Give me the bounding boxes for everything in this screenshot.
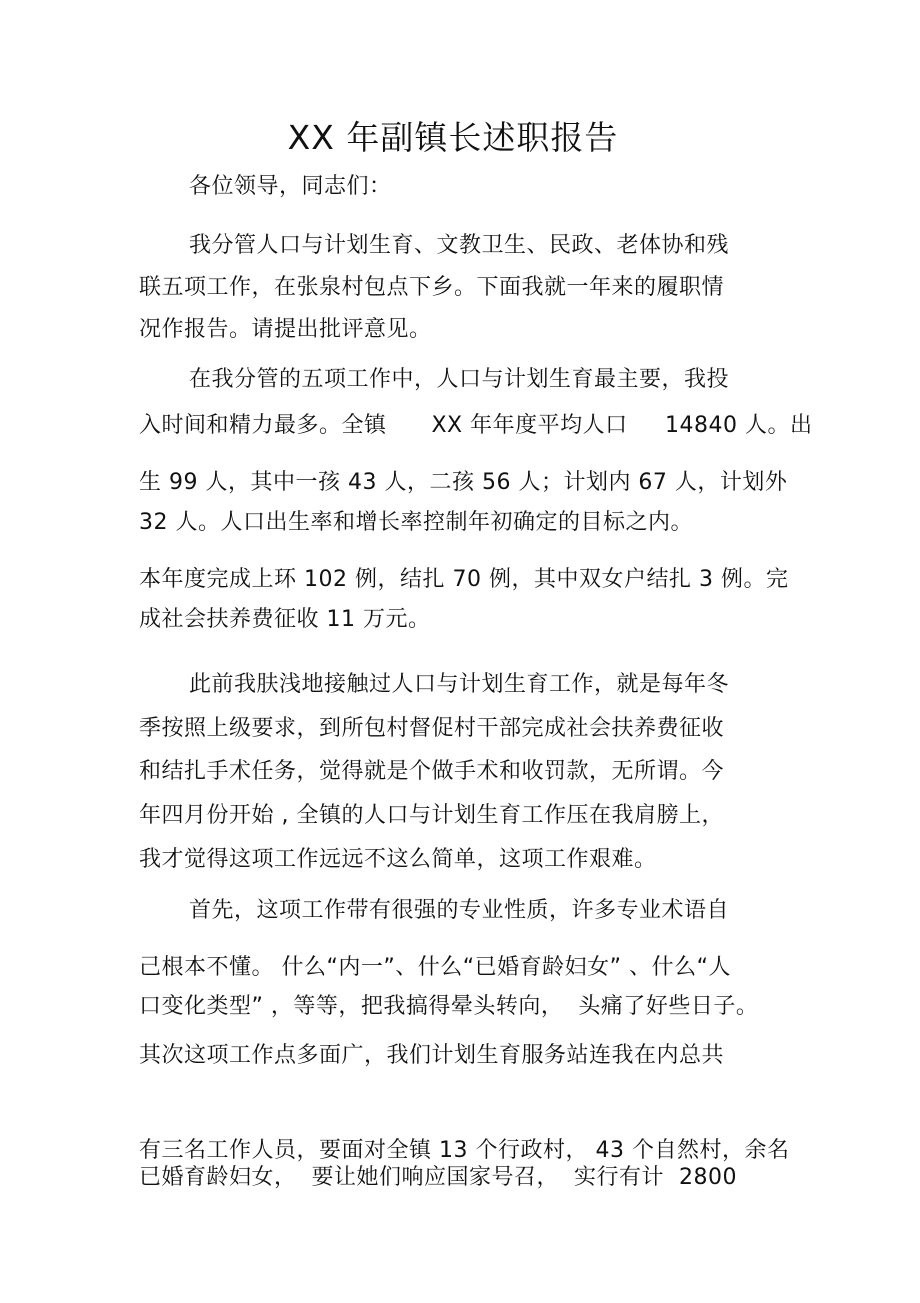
- paragraph-line: 生 99 人，其中一孩 43 人，二孩 56 人；计划内 67 人，计划外: [139, 470, 788, 495]
- document-title: XX 年副镇长述职报告: [287, 118, 619, 157]
- paragraph-line: 季按照上级要求，到所包村督促村干部完成社会扶养费征收: [139, 716, 725, 741]
- paragraph-line: 年四月份开始 , 全镇的人口与计划生育工作压在我肩膀上，: [139, 803, 724, 828]
- paragraph-line: 联五项工作，在张泉村包点下乡。下面我就一年来的履职情: [139, 275, 725, 300]
- paragraph-line: 有三名工作人员，要面对全镇 13 个行政村， 43 个自然村，余名: [139, 1138, 790, 1163]
- paragraph-line: 入时间和精力最多。全镇 XX 年年度平均人口 14840 人。出: [139, 413, 813, 438]
- paragraph-line: 在我分管的五项工作中，人口与计划生育最主要，我投: [189, 367, 730, 392]
- paragraph-line: 成社会扶养费征收 11 万元。: [139, 607, 431, 632]
- paragraph-line: 首先，这项工作带有很强的专业性质，许多专业术语自: [189, 898, 730, 923]
- paragraph-line: 此前我肤浅地接触过人口与计划生育工作，就是每年冬: [189, 672, 730, 697]
- paragraph-line: 其次这项工作点多面广，我们计划生育服务站连我在内总共: [139, 1043, 725, 1068]
- paragraph-line: 和结扎手术任务，觉得就是个做手术和收罚款，无所谓。今: [139, 759, 725, 784]
- paragraph-line: 我分管人口与计划生育、文教卫生、民政、老体协和残: [189, 233, 730, 258]
- paragraph-line: 我才觉得这项工作远远不这么简单，这项工作艰难。: [139, 847, 657, 872]
- salutation-line: 各位领导，同志们：: [189, 174, 392, 199]
- paragraph-line: 已婚育龄妇女， 要让她们响应国家号召， 实行有计 2800: [139, 1165, 737, 1190]
- paragraph-line: 32 人。人口出生率和增长率控制年初确定的目标之内。: [139, 510, 693, 535]
- paragraph-line: 本年度完成上环 102 例，结扎 70 例，其中双女户结扎 3 例。完: [139, 567, 789, 592]
- paragraph-line: 己根本不懂。 什么“内一”、什么“已婚育龄妇女” 、什么“人: [139, 955, 731, 980]
- paragraph-line: 况作报告。请提出批评意见。: [139, 317, 432, 342]
- paragraph-line: 口变化类型” ，等等，把我搞得晕头转向， 头痛了好些日子。: [139, 994, 759, 1019]
